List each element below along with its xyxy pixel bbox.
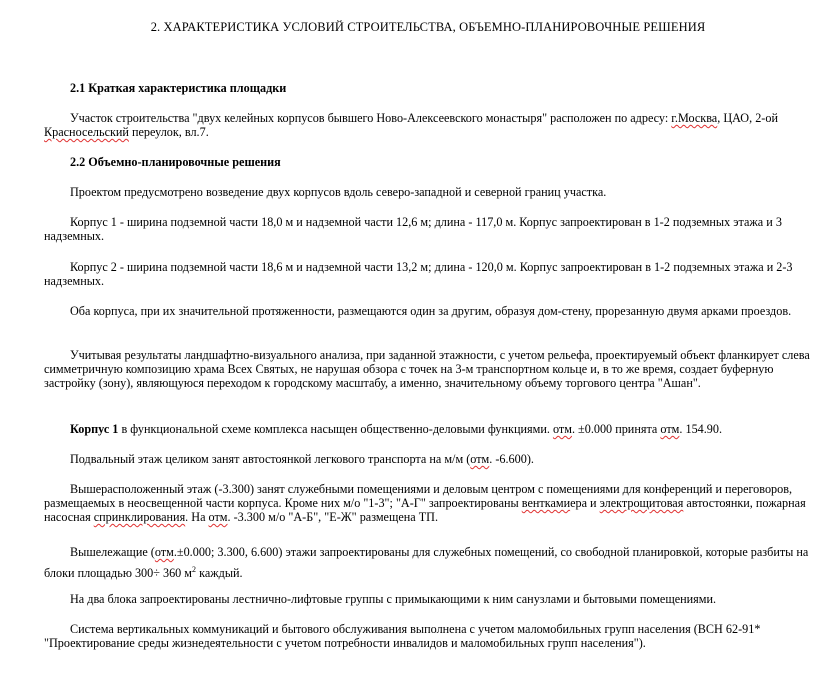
paragraph-vertical-communications: Система вертикальных коммуникаций и бытового обслуживания выполнена с учетом маломобильных групп населения (ВСН 62-91* "Проектирование среды жизнедеятельности с учетом потребности инвалидов и маломобильных групп населения").	[44, 622, 761, 650]
paragraph-buildings-intro: Проектом предусмотрено возведение двух корпусов вдоль северо-западной и северной границ участка.	[70, 185, 607, 199]
paragraph-building-1: Корпус 1 - ширина подземной части 18,0 м и надземной части 12,6 м; длина - 117,0 м. Корпус запроектирован в 1-2 подземных этажа и 3 надземных.	[44, 215, 782, 243]
paragraph-upper-floors: Вышележащие (отм.±0.000; 3.300, 6.600) этажи запроектированы для служебных помещений, со свободной планировкой, которые разбиты на блоки площадью 300÷ 360 $м^2$ каждый.	[44, 545, 809, 580]
paragraph-basement: Подвальный этаж целиком занят автостоянкой легкового транспорта на м/м (отм. -6.600).	[70, 452, 534, 466]
section-heading-2-2: 2.2 Объемно-планировочные решения	[70, 155, 281, 169]
paragraph-site-address: Участок строительства "двух келейных корпусов бывшего Ново-Алексеевского монастыря" расположен по адресу: г.Москва, ЦАО, 2-ой Красносельский переулок, вл.7.	[44, 111, 778, 139]
section-heading-2-1: 2.1 Краткая характеристика площадки	[70, 81, 287, 95]
paragraph-arches: Оба корпуса, при их значительной протяженности, размещаются один за другим, образуя дом-стену, прорезанную двумя арками проездов.	[70, 304, 792, 318]
paragraph-floor-minus-3300: Вышерасположенный этаж (-3.300) занят служебными помещениями и деловым центром с помещениями для конференций и переговоров, размещаемых в неосвещенной части корпуса. Кроме них м/о "1-3"; "А-Г" запроектированы венткамиера и электрощитовая автостоянки, пожарная насосная спринклирования. На отм. -3.300 м/о "А-Б", "Е-Ж" размещена ТП.	[44, 482, 806, 524]
paragraph-building-1-functions: Корпус 1 в функциональной схеме комплекса насыщен общественно-деловыми функциями. отм. ±0.000 принята отм. 154.90.	[70, 422, 723, 436]
page-title: 2. ХАРАКТЕРИСТИКА УСЛОВИЙ СТРОИТЕЛЬСТВА, ОБЪЕМНО-ПЛАНИРОВОЧНЫЕ РЕШЕНИЯ	[150, 20, 706, 34]
paragraph-building-2: Корпус 2 - ширина подземной части 18,6 м и надземной части 13,2 м; длина - 120,0 м. Корпус запроектирован в 1-2 подземных этажа и 2-3 надземных.	[44, 260, 793, 288]
paragraph-landscape-analysis: Учитывая результаты ландшафтно-визуального анализа, при заданной этажности, с учетом рельефа, проектируемый объект фланкирует слева симметричную композицию храма Всех Святых, не нарушая обзора с точек на 3-м транспортном кольце и, в то же время, создает буферную застройку (зону), являющуюся переходом к городскому масштабу, а именно, значительному объему торгового центра "Ашан".	[44, 348, 810, 390]
paragraph-stair-lift-groups: На два блока запроектированы лестнично-лифтовые группы с примыкающими к ним санузлами и бытовыми помещениями.	[70, 592, 717, 606]
